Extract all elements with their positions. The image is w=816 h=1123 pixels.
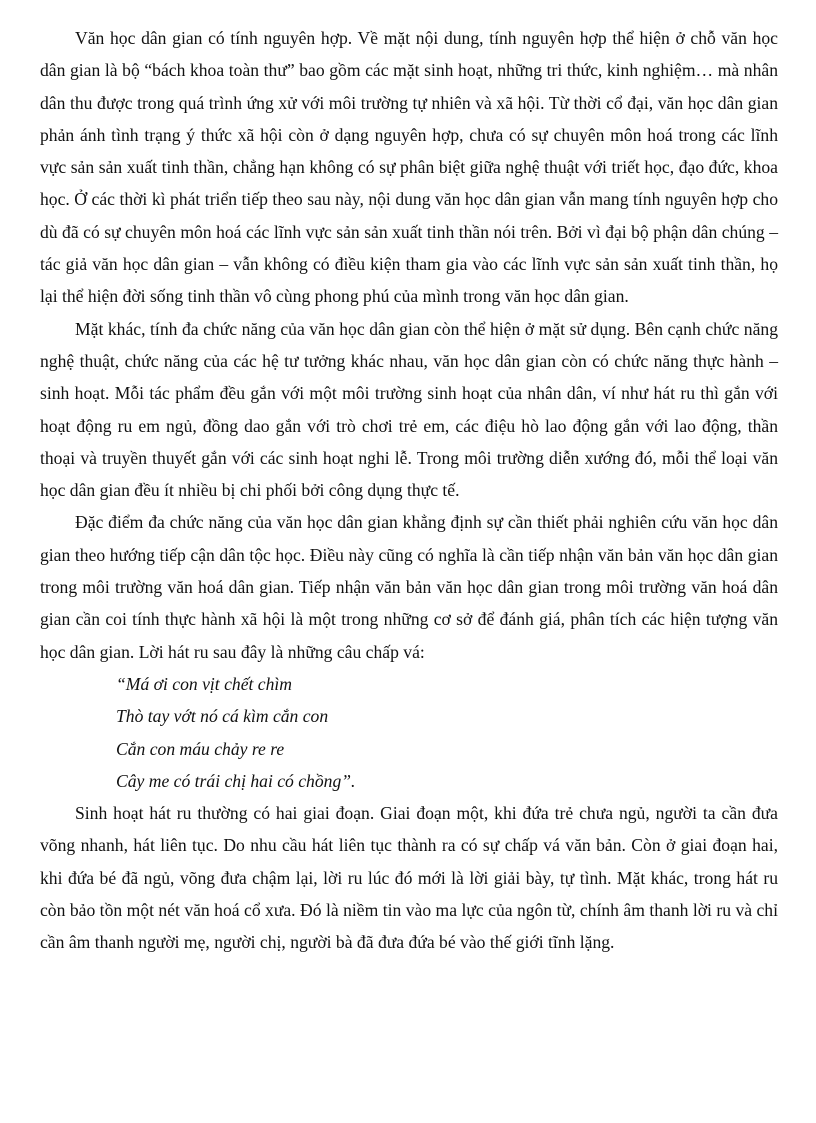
paragraph-syncretism: Văn học dân gian có tính nguyên hợp. Về mặt nội dung, tính nguyên hợp thể hiện ở chỗ văn học dân gian là bộ “bách khoa toàn thư” bao gồm các mặt sinh hoạt, những tri thức, kinh nghiệm… mà nhân dân thu được trong quá trình ứng xử với môi trường tự nhiên và xã hội. Từ thời cổ đại, văn học dân gian phản ánh tình trạng ý thức xã hội còn ở dạng nguyên hợp, chưa có sự chuyên môn hoá trong các lĩnh vực sản sản xuất tinh thần, chẳng hạn không có sự phân biệt giữa nghệ thuật với triết học, đạo đức, khoa học. Ở các thời kì phát triển tiếp theo sau này, nội dung văn học dân gian vẫn mang tính nguyên hợp cho dù đã có sự chuyên môn hoá các lĩnh vực sản sản xuất tinh thần nói trên. Bởi vì đại bộ phận dân chúng – tác giả văn học dân gian – vẫn không có điều kiện tham gia vào các lĩnh vực sản sản xuất tinh thần, họ lại thể hiện đời sống tinh thần vô cùng phong phú của mình trong văn học dân gian. [40,28,778,307]
paragraph-multifunction: Mặt khác, tính đa chức năng của văn học dân gian còn thể hiện ở mặt sử dụng. Bên cạnh chức năng nghệ thuật, chức năng của các hệ tư tưởng khác nhau, văn học dân gian còn có chức năng thực hành – sinh hoạt. Mỗi tác phẩm đều gắn với một môi trường sinh hoạt của nhân dân, ví như hát ru thì gắn với hoạt động ru em ngủ, đồng dao gắn với trò chơi trẻ em, các điệu hò lao động gắn với lao động, thần thoại và truyền thuyết gắn với các sinh hoạt nghi lễ. Trong môi trường diễn xướng đó, mỗi thể loại văn học dân gian đều ít nhiều bị chi phối bởi công dụng thực tế. [40,318,778,501]
poem-line: Thò tay vớt nó cá kìm cắn con [116,706,329,727]
poem-line: Cắn con máu chảy re re [116,738,285,759]
lullaby-quote [40,668,778,797]
document-page [40,22,778,959]
poem-line: “Má ơi con vịt chết chìm [116,673,292,694]
paragraph-lullaby-stages: Sinh hoạt hát ru thường có hai giai đoạn. Giai đoạn một, khi đứa trẻ chưa ngủ, người ta cần đưa võng nhanh, hát liên tục. Do nhu cầu hát liên tục thành ra có sự chấp vá văn bản. Còn ở giai đoạn hai, khi đứa bé đã ngủ, võng đưa chậm lại, lời ru lúc đó mới là lời giải bày, tự tình. Mặt khác, trong hát ru còn bảo tồn một nét văn hoá cổ xưa. Đó là niềm tin vào ma lực của ngôn từ, chính âm thanh lời ru và chỉ cần âm thanh người mẹ, người chị, người bà đã đưa đứa bé vào thế giới tĩnh lặng. [40,803,778,953]
poem-line: Cây me có trái chị hai có chồng”. [116,770,356,791]
paragraph-ethnology-approach: Đặc điểm đa chức năng của văn học dân gian khẳng định sự cần thiết phải nghiên cứu văn học dân gian theo hướng tiếp cận dân tộc học. Điều này cũng có nghĩa là cần tiếp nhận văn bản văn học dân gian trong môi trường văn hoá dân gian. Tiếp nhận văn bản văn học dân gian trong môi trường văn hoá dân gian cần coi tính thực hành xã hội là một trong những cơ sở để đánh giá, phân tích các hiện tượng văn học dân gian. Lời hát ru sau đây là những câu chấp vá: [40,512,778,662]
